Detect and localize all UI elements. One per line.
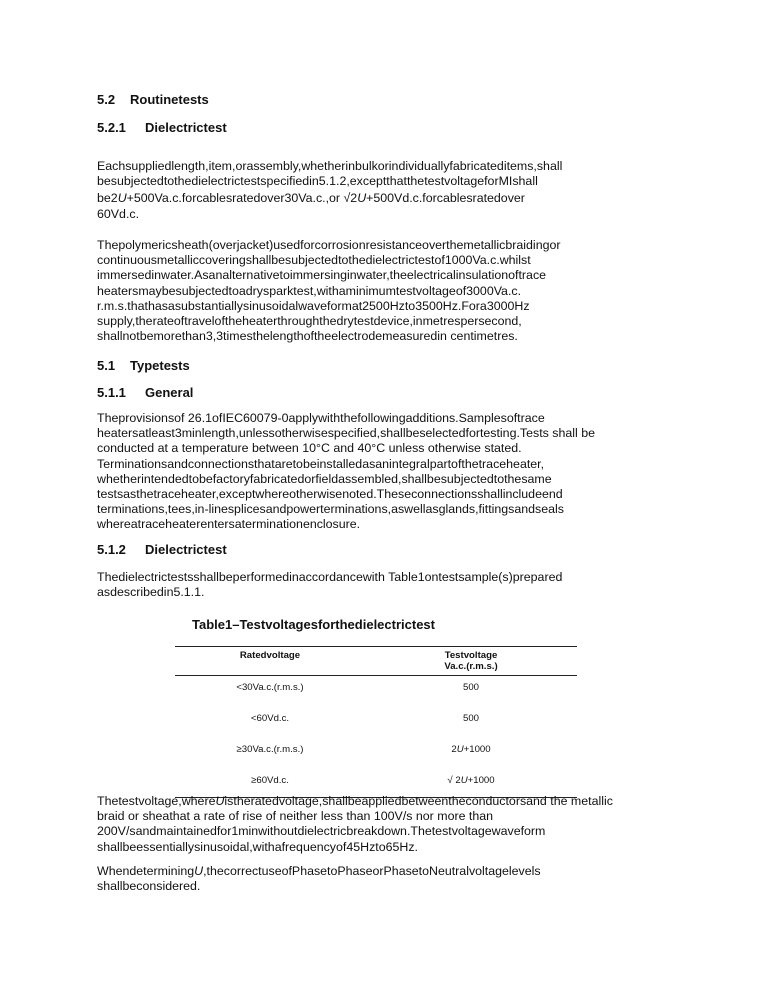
paragraph-routine-dielectric [97,159,657,222]
text-line: be2U+500Va.c.forcablesratedover30Va.c.,or √2U+500Vd.c.forcablesratedover [97,191,525,206]
table-cell: ≥30Va.c.(r.m.s.) [236,744,304,755]
section-title: Dielectrictest [145,542,227,557]
text-line: Eachsuppliedlength,item,orassembly,whetherinbulkorindividuallyfabricateditems,shall [97,159,563,173]
text-line: WhendeterminingU,thecorrectuseofPhasetoPhaseorPhasetoNeutralvoltagelevels [97,864,541,878]
table-cell: √ 2U+1000 [365,769,577,798]
text-line: braid or sheathat a rate of rise of neither less than 100V/s nor more than [97,809,494,824]
section-heading-5-1 [97,358,190,373]
table-title: Table1–Testvoltagesforthedielectrictest [192,617,435,632]
section-heading-5-2-1 [97,120,227,135]
section-title: Routinetests [130,92,209,107]
text-line: whereatraceheaterentersaterminationenclosure. [97,517,361,532]
paragraph-test-voltage [97,794,657,855]
text-line: r.m.s.thathasasubstantiallysinusoidalwaveformat2500Hzto3500Hz.Fora3000Hz [97,298,530,313]
text-line: besubjectedtothedielectrictestspecifiedin5.1.2,exceptthatthetestvoltageforMIshall [97,174,538,189]
table-cell: 500 [462,713,479,724]
text-line: conducted at a temperature between 10°C and 40°C unless otherwise stated. [97,441,522,456]
text-line: Thetestvoltage,whereUistheratedvoltage,shallbeappliedbetweentheconductorsand the metallic [97,794,613,808]
section-number: 5.1.2 [97,542,126,557]
column-header-rated-voltage [175,647,365,676]
section-title: General [145,385,194,400]
table-cell: 500 [462,682,479,693]
table-cell: ≥60Vd.c. [175,769,365,798]
section-title: Typetests [130,358,190,373]
text-line: heatersatleast3minlength,unlessotherwisespecified,shallbeselectedfortesting.Tests shall be [97,426,595,441]
paragraph-determining-u [97,864,657,894]
paragraph-general [97,411,657,533]
text-line: Theprovisionsof 26.1ofIEC60079-0applywiththefollowingadditions.Samplesoftrace [97,411,545,425]
section-number: 5.2 [97,92,116,107]
test-voltage-table [175,646,577,798]
section-heading-5-2 [97,92,209,107]
text-line: terminations,tees,in-linesplicesandpowerterminations,aswellasglands,fittingsandseals [97,502,564,517]
text-line: testsasthetraceheater,exceptwhereotherwisenoted.Theseconnectionsshallincludeend [97,487,563,502]
table-cell: <60Vd.c. [250,713,290,724]
text-line: immersedinwater.Asanalternativetoimmersinginwater,theelectricalinsulationoftrace [97,268,547,283]
section-number: 5.1 [97,358,116,373]
paragraph-polymeric-sheath [97,238,657,344]
text-line: heatersmaybesubjectedtoadrysparktest,withaminimumtestvoltageof3000Va.c. [97,283,522,298]
text-line: 60Vd.c. [97,206,140,221]
section-number: 5.2.1 [97,120,126,135]
table-header-row [175,647,577,676]
text-line: 200V/sandmaintainedfor1minwithoutdielectricbreakdown.Thetestvoltagewaveform [97,824,546,839]
text-line: Thedielectrictestsshallbeperformedinaccordancewith Table1ontestsample(s)prepared [97,570,563,584]
paragraph-dielectric-tests [97,570,657,600]
table-row [175,707,577,738]
text-line: Terminationsandconnectionsthataretobeinstalledasanintegralpartofthetraceheater, [97,456,545,471]
table-row [175,738,577,769]
text-line: shallnotbemorethan3,3timesthelengthoftheelectrodemeasuredin centimetres. [97,329,518,344]
text-line: supply,therateoftraveloftheheaterthroughthedrytestdevice,inmetrespersecond, [97,314,522,329]
column-header-test-voltage [365,647,577,676]
text-line: shallbeconsidered. [97,879,201,894]
table-cell: <30Va.c.(r.m.s.) [236,682,304,693]
table-row [175,676,577,708]
header-text: Testvoltage [444,650,498,661]
section-title: Dielectrictest [145,120,227,135]
text-line: whetherintendedtobefactoryfabricatedorfieldassembled,shallbesubjectedtothesame [97,471,552,486]
section-heading-5-1-2 [97,542,227,557]
header-text: Va.c.(r.m.s.) [444,661,498,672]
table-cell: 2U+1000 [451,744,491,755]
text-line: Thepolymericsheath(overjacket)usedforcorrosionresistanceoverthemetallicbraidingor [97,238,561,252]
text-line: asdescribedin5.1.1. [97,585,205,600]
text-line: continuousmetalliccoveringshallbesubjectedtothedielectrictestof1000Va.c.whilst [97,253,531,268]
section-number: 5.1.1 [97,385,126,400]
text-line: shallbeessentiallysinusoidal,withafrequencyof45Hzto65Hz. [97,839,418,854]
header-text: Ratedvoltage [239,650,301,661]
section-heading-5-1-1 [97,385,194,400]
